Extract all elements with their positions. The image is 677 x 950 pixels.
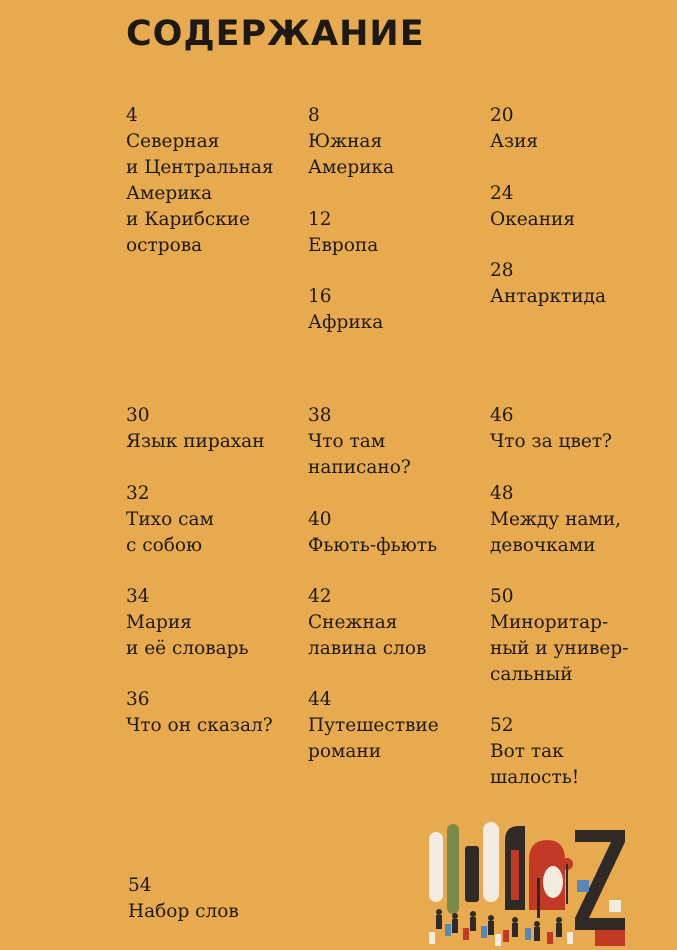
toc-entry-title: Что там написано?: [308, 431, 411, 478]
toc-entry[interactable]: [308, 284, 483, 336]
toc-page-number: 38: [308, 405, 332, 426]
toc-entry[interactable]: [308, 687, 483, 765]
toc-page-number: 46: [490, 405, 514, 426]
toc-entry-title: Африка: [308, 312, 384, 333]
toc-entry-title: Мария и её словарь: [126, 612, 249, 659]
toc-page-number: 52: [490, 715, 514, 736]
toc-entry[interactable]: [490, 481, 665, 559]
toc-entry-title: Что за цвет?: [490, 431, 612, 452]
toc-entry[interactable]: [308, 103, 483, 181]
page-title: СОДЕРЖАНИЕ: [126, 14, 425, 54]
toc-entry-title: Южная Америка: [308, 131, 395, 178]
toc-entry[interactable]: [490, 403, 665, 455]
toc-entry-title: Вот так шалость!: [490, 741, 580, 788]
toc-entry-title: Фьють-фьють: [308, 535, 438, 556]
toc-entry-title: Азия: [490, 131, 539, 152]
toc-page-number: 40: [308, 509, 332, 530]
toc-entry-title: Между нами, девочками: [490, 509, 622, 556]
toc-entry[interactable]: [490, 181, 665, 233]
people-and-letters-illustration: [425, 820, 635, 948]
toc-entry-title: Антарктида: [490, 286, 606, 307]
toc-page-number: 8: [308, 105, 320, 126]
toc-page-number: 32: [126, 483, 150, 504]
toc-page-number: 42: [308, 586, 332, 607]
toc-page-number: 34: [126, 586, 150, 607]
toc-entry-title: Набор слов: [128, 901, 239, 922]
toc-page-number: 16: [308, 286, 332, 307]
toc-entry-title: Миноритар- ный и универ- сальный: [490, 612, 629, 685]
toc-entry[interactable]: [490, 713, 665, 791]
toc-page-number: 30: [126, 405, 150, 426]
toc-page-number: 50: [490, 586, 514, 607]
toc-entry[interactable]: [126, 403, 301, 455]
toc-entry-title: Океания: [490, 209, 576, 230]
toc-entry[interactable]: [308, 207, 483, 259]
toc-entry-title: Путешествие романи: [308, 715, 439, 762]
toc-page-number: 24: [490, 183, 514, 204]
toc-entry[interactable]: [308, 403, 483, 481]
toc-page-number: 44: [308, 689, 332, 710]
toc-page-number: 48: [490, 483, 514, 504]
toc-entry[interactable]: [128, 873, 303, 925]
toc-page-number: 54: [128, 875, 152, 896]
toc-entry[interactable]: [490, 103, 665, 155]
toc-entry-title: Северная и Центральная Америка и Карибские острова: [126, 131, 274, 256]
toc-entry-title: Что он сказал?: [126, 715, 273, 736]
toc-page-number: 12: [308, 209, 332, 230]
toc-entry[interactable]: [490, 258, 665, 310]
toc-entry-title: Снежная лавина слов: [308, 612, 427, 659]
toc-entry[interactable]: [308, 584, 483, 662]
toc-entry[interactable]: [490, 584, 665, 688]
toc-page-number: 20: [490, 105, 514, 126]
toc-entry[interactable]: [308, 507, 483, 559]
toc-entry-title: Язык пирахан: [126, 431, 265, 452]
toc-page-number: 4: [126, 105, 138, 126]
toc-entry[interactable]: [126, 687, 301, 739]
toc-entry-title: Европа: [308, 235, 379, 256]
toc-page-number: 28: [490, 260, 514, 281]
toc-entry[interactable]: [126, 103, 301, 259]
toc-page-number: 36: [126, 689, 150, 710]
toc-entry-title: Тихо сам с собою: [126, 509, 214, 556]
toc-entry[interactable]: [126, 584, 301, 662]
toc-entry[interactable]: [126, 481, 301, 559]
